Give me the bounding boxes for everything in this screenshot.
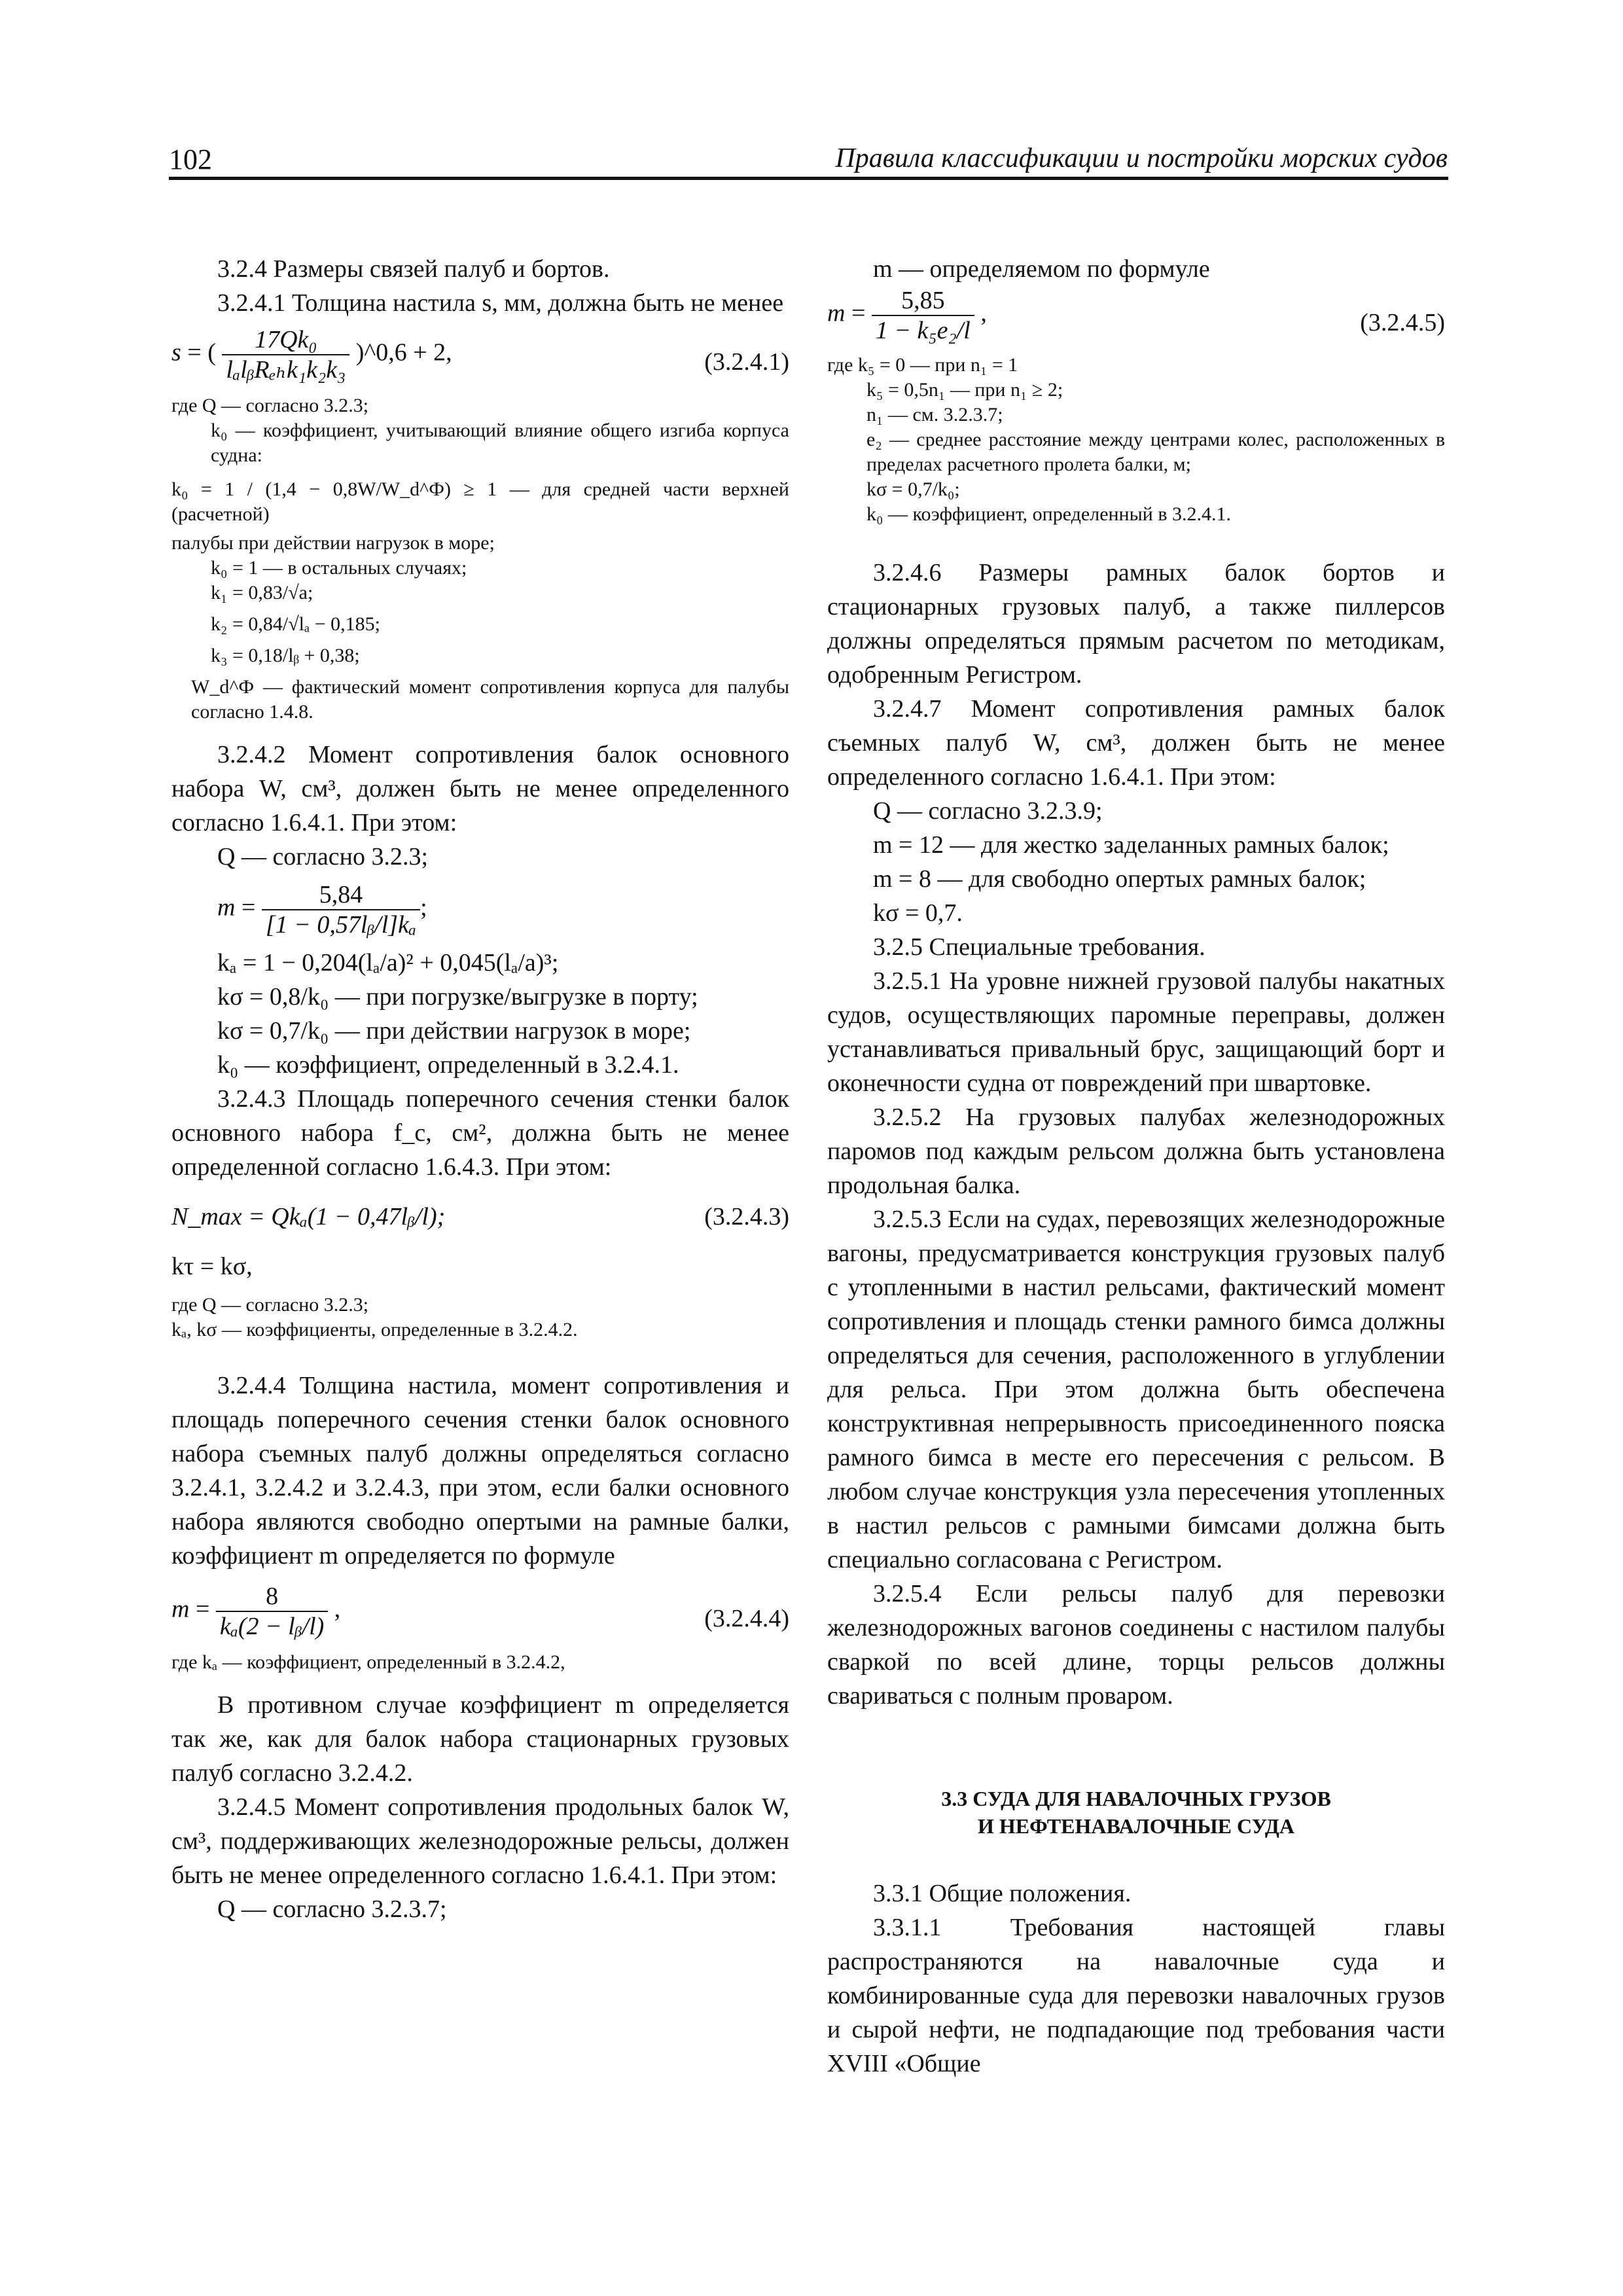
- k0-other: k₀ = 1 — в остальных случаях;: [211, 557, 467, 579]
- heading-3-2-5: 3.2.5 Специальные требования.: [873, 933, 1205, 961]
- para-else: В противном случае коэффициент m определяется так же, как для балок набора стационарных грузовых палуб согласно 3.2.4.2.: [171, 1691, 789, 1787]
- where-k0: k₀ — коэффициент, учитывающий влияние общего изгиба корпуса судна:: [211, 420, 789, 466]
- para-3-2-5-2: 3.2.5.2 На грузовых палубах железнодорожных паромов под каждым рельсом должна быть установлена продольная балка.: [827, 1103, 1445, 1199]
- ksigma-port: kσ = 0,8/k₀ — при погрузке/выгрузке в порту;: [217, 983, 698, 1011]
- n1-def: n₁ — см. 3.2.3.7;: [866, 404, 1003, 425]
- formula-3-2-4-4: m = $\frac{8}{\text{kₐ(2 − lᵦ/l)}}$ , (3.2.4.4): [171, 1583, 789, 1640]
- para-3-2-5-3: 3.2.5.3 Если на судах, перевозящих железнодорожные вагоны, предусматривается конструкция грузовых палуб с утопленными в настил рельсами, фактический момент сопротивления и площадь стенки рамного бимса должны определяться для сечения, расположенного в углублении для рельса. При этом должна быть обеспечена конструктивная непрерывность присоединенного пояска рамного бимса в месте его пересечения с рельсом. В любом случае конструкция узла пересечения утопленных в настил рельсов с рамными бимсами должна быть специально согласована с Регистром.: [827, 1206, 1445, 1573]
- para-3-2-5-1: 3.2.5.1 На уровне нижней грузовой палубы накатных судов, осуществляющих паромные переправы, должен устанавливаться привальный брус, защищающий борт и оконечности судна от повреждений при швартовке.: [827, 967, 1445, 1097]
- denominator: lₐlᵦRₑₕk₁k₂k₃: [226, 356, 346, 384]
- formula-number: (3.2.4.3): [704, 1203, 789, 1230]
- wd-def: W_d^Ф — фактический момент сопротивления корпуса для палубы согласно 1.4.8.: [191, 676, 789, 723]
- e2-def: e₂ — среднее расстояние между центрами колес, расположенных в пределах расчетного пролета балки, м;: [866, 429, 1445, 475]
- m8-def: m = 8 — для свободно опертых рамных балок;: [873, 865, 1366, 893]
- denominator: [1 − 0,57lᵦ/l]kₐ: [265, 911, 417, 939]
- para-3-2-4-7: 3.2.4.7 Момент сопротивления рамных балок съемных палуб W, см³, должен быть не менее определенного согласно 1.6.4.1. При этом:: [827, 695, 1445, 791]
- para-3-2-4-4: 3.2.4.4 Толщина настила, момент сопротивления и площадь поперечного сечения стенки балок основного набора съемных палуб должны определяться согласно 3.2.4.1, 3.2.4.2 и 3.2.4.3, при этом, если балки основного набора являются свободно опертыми на рамные балки, коэффициент m определяется по формуле: [171, 1372, 789, 1570]
- numerator: 5,85: [872, 286, 974, 316]
- fraction: [262, 880, 420, 939]
- fraction: [216, 1582, 328, 1641]
- where-q: где Q — согласно 3.2.3;: [171, 395, 369, 416]
- formula-number: (3.2.4.5): [1360, 309, 1445, 336]
- para-3-2-4-5: 3.2.4.5 Момент сопротивления продольных балок W, см³, поддерживающих железнодорожные рельсы, должен быть не менее определенного согласно 1.6.4.1. При этом:: [171, 1793, 789, 1889]
- formula-number: (3.2.4.4): [704, 1605, 789, 1632]
- para-3-2-4-6: 3.2.4.6 Размеры рамных балок бортов и стационарных грузовых палуб, а также пиллерсов должны определяться прямым расчетом по методикам, одобренным Регистром.: [827, 559, 1445, 689]
- formula-3-2-4-5: m = $\frac{5,85}{\text{1 − k₅e₂/l}}$ , (3.2.4.5): [827, 287, 1445, 344]
- where-ka: где kₐ — коэффициент, определенный в 3.2.4.2,: [171, 1651, 565, 1673]
- formula-3-2-4-1: s = ( $\frac{\text{17Qk₀}}{\text{lₐlᵦRₑₕk₁k₂k₃}}$ )^0,6 + 2, (3.2.4.1): [171, 326, 789, 384]
- header-rule: [169, 177, 1448, 180]
- q-ref-3-2-3: Q — согласно 3.2.3;: [217, 843, 429, 870]
- right-column: [827, 252, 1445, 2081]
- left-column: [171, 252, 789, 1926]
- formula-tail: )^0,6 + 2,: [355, 338, 452, 367]
- nmax-formula: N_max = Qkₐ(1 − 0,47lᵦ/l);: [171, 1203, 446, 1230]
- k0-formula: k₀ = 1 / (1,4 − 0,8W/W_d^Ф) ≥ 1 — для средней части верхней (расчетной): [171, 478, 789, 525]
- formula-m: m = $\frac{5,84}{\text{[1 − 0,57lᵦ/l]kₐ}}$ ;: [217, 881, 427, 939]
- ksigma-value: kσ = 0,7.: [873, 899, 963, 927]
- numerator: 5,84: [262, 880, 420, 910]
- q-ref-3-2-3-9: Q — согласно 3.2.3.9;: [873, 797, 1103, 825]
- running-title: Правила классификации и постройки морских судов: [835, 143, 1448, 173]
- fraction: [222, 325, 349, 384]
- heading-3-3-1: 3.3.1 Общие положения.: [873, 1880, 1132, 1907]
- para-3-2-4-3: 3.2.4.3 Площадь поперечного сечения стенки балок основного набора f_c, см², должна быть не менее определенной согласно 1.6.4.3. При этом:: [171, 1085, 789, 1181]
- para-3-2-4-1: 3.2.4.1 Толщина настила s, мм, должна быть не менее: [217, 289, 784, 317]
- section-3-3-title-line2: И НЕФТЕНАВАЛОЧНЫЕ СУДА: [977, 1814, 1295, 1838]
- where-ka-ks: kₐ, kσ — коэффициенты, определенные в 3.2.4.2.: [171, 1319, 578, 1340]
- where-q-2: где Q — согласно 3.2.3;: [171, 1294, 369, 1316]
- ktau-formula: kτ = kσ,: [171, 1253, 253, 1280]
- denominator: 1 − k₅e₂/l: [875, 317, 971, 344]
- k0-definition: k₀ — коэффициент, определенный в 3.2.4.1.: [217, 1051, 679, 1079]
- page-number: 102: [169, 143, 212, 175]
- ksigma-sea: kσ = 0,7/k₀ — при действии нагрузок в море;: [217, 1017, 691, 1045]
- heading-3-2-4: 3.2.4 Размеры связей палуб и бортов.: [217, 255, 610, 283]
- para-3-2-5-4: 3.2.5.4 Если рельсы палуб для перевозки железнодорожных вагонов соединены с настилом палубы сваркой по всей длине, торцы рельсов должны свариваться с полным проваром.: [827, 1580, 1445, 1710]
- k0-formula-cont: палубы при действии нагрузок в море;: [171, 532, 495, 554]
- para-3-3-1-1: 3.3.1.1 Требования настоящей главы распространяются на навалочные суда и комбинированные суда для перевозки навалочных грузов и сырой нефти, не подпадающие под требования части XVIII «Общие: [827, 1914, 1445, 2077]
- para-3-2-4-2: 3.2.4.2 Момент сопротивления балок основного набора W, см³, должен быть не менее определенного согласно 1.6.4.1. При этом:: [171, 741, 789, 836]
- denominator: kₐ(2 − lᵦ/l): [219, 1613, 325, 1640]
- ksigma-def: kσ = 0,7/k₀;: [866, 478, 960, 500]
- formula-number: (3.2.4.1): [704, 348, 789, 376]
- ka-formula: kₐ = 1 − 0,204(lₐ/a)² + 0,045(lₐ/a)³;: [217, 949, 559, 977]
- k5-two: k₅ = 0,5n₁ — при n₁ ≥ 2;: [866, 379, 1063, 401]
- numerator: 8: [216, 1582, 328, 1612]
- k3-formula: k₃ = 0,18/lᵦ + 0,38;: [211, 645, 360, 666]
- m12-def: m = 12 — для жестко заделанных рамных балок;: [873, 831, 1389, 859]
- k0-def: k₀ — коэффициент, определенный в 3.2.4.1.: [866, 503, 1231, 525]
- section-3-3-title-line1: 3.3 СУДА ДЛЯ НАВАЛОЧНЫХ ГРУЗОВ: [941, 1787, 1331, 1810]
- k2-formula: k₂ = 0,84/√lₐ − 0,185;: [211, 613, 380, 635]
- k5-one: где k₅ = 0 — при n₁ = 1: [827, 354, 1018, 376]
- numerator: 17Qk₀: [222, 325, 349, 355]
- q-ref-3-2-3-7: Q — согласно 3.2.3.7;: [217, 1895, 447, 1923]
- m-definition: m — определяемом по формуле: [873, 255, 1210, 283]
- fraction: [872, 286, 974, 345]
- k1-formula: k₁ = 0,83/√a;: [211, 582, 313, 603]
- formula-3-2-4-3: [171, 1200, 789, 1234]
